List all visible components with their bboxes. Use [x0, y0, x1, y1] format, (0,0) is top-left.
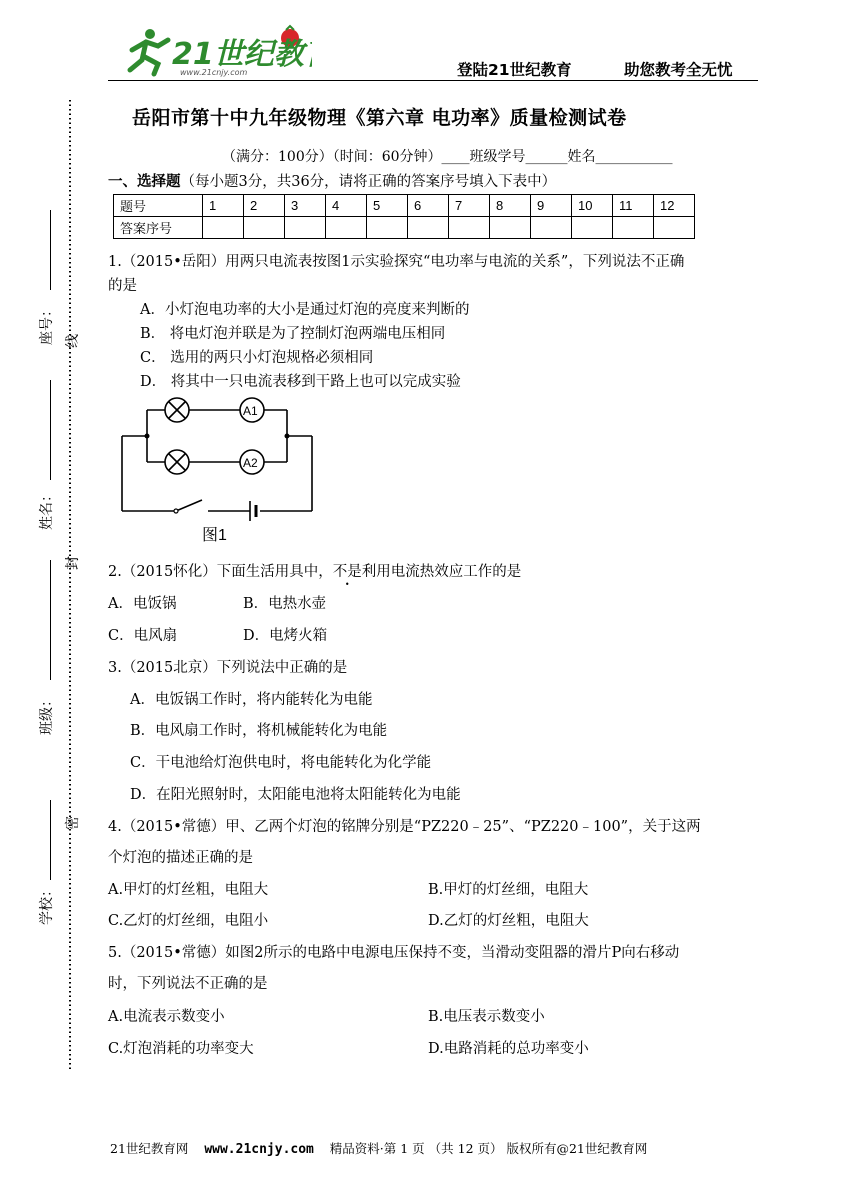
answer-cell[interactable] — [326, 217, 367, 239]
table-cell: 6 — [408, 195, 449, 217]
page-footer — [110, 1139, 647, 1157]
answer-cell[interactable] — [203, 217, 244, 239]
answer-cell[interactable] — [449, 217, 490, 239]
class-label: 班级： — [39, 693, 55, 735]
table-cell: 7 — [449, 195, 490, 217]
q1-option-d: D． 将其中一只电流表移到干路上也可以完成实验 — [140, 374, 461, 390]
table-cell: 2 — [244, 195, 285, 217]
site-logo[interactable] — [112, 20, 312, 80]
answer-cell[interactable] — [654, 217, 695, 239]
table-row — [114, 217, 695, 239]
footer-url-link[interactable]: www.21cnjy.com — [204, 1142, 314, 1157]
school-blank[interactable] — [50, 800, 51, 880]
ammeter-a1-label: A1 — [243, 404, 258, 418]
table-header-cell: 答案序号 — [114, 217, 203, 239]
q2-option-a: A．电饭锅 — [108, 596, 177, 612]
table-cell: 9 — [531, 195, 572, 217]
footer-page-info: 精品资料·第 1 页 （共 12 页） 版权所有@21世纪教育网 — [329, 1141, 648, 1156]
q2-stem — [108, 560, 521, 581]
q1-stem: 1.（2015•岳阳）用两只电流表按图1示实验探究“电功率与电流的关系”，下列说法不正确 — [108, 254, 685, 270]
table-cell: 11 — [613, 195, 654, 217]
q4-option-c: C.乙灯的灯丝细，电阻小 — [108, 913, 269, 929]
q5-option-a: A.电流表示数变小 — [108, 1009, 225, 1025]
margin-feng: 封 — [65, 556, 81, 570]
name-label: 姓名： — [39, 488, 55, 530]
section-title: 一、选择题 — [108, 174, 181, 190]
q3-option-d: D．在阳光照射时，太阳能电池将太阳能转化为电能 — [130, 787, 461, 803]
answer-cell[interactable] — [531, 217, 572, 239]
q2-option-d: D．电烤火箱 — [243, 628, 328, 644]
slogan-motto: 助您教考全无忧 — [624, 61, 733, 79]
q5-option-b: B.电压表示数变小 — [428, 1009, 545, 1025]
seat-label: 座号： — [39, 303, 55, 345]
margin-mi: 密 — [65, 816, 81, 830]
answer-cell[interactable] — [367, 217, 408, 239]
q2-stem-pre: 2.（2015怀化）下面生活用具中， — [108, 564, 333, 580]
margin-xian: 线 — [65, 334, 81, 348]
answer-table — [113, 194, 695, 239]
q2-option-b: B．电热水壶 — [243, 596, 327, 612]
q2-stem-emphasis: 不是 — [332, 564, 362, 580]
figure-1-caption: 图1 — [202, 527, 227, 544]
q3-option-b: B．电风扇工作时，将机械能转化为电能 — [130, 723, 388, 739]
answer-cell[interactable] — [572, 217, 613, 239]
binding-dotted-line — [60, 100, 80, 1070]
logo-url: www.21cnjy.com — [180, 68, 248, 77]
section-note: （每小题3分，共36分，请将正确的答案序号填入下表中） — [180, 174, 557, 190]
q1-option-c: C． 选用的两只小灯泡规格必须相同 — [140, 350, 374, 366]
q2-option-c: C．电风扇 — [108, 628, 178, 644]
table-header-cell: 题号 — [114, 195, 203, 217]
q1-option-a: A．小灯泡电功率的大小是通过灯泡的亮度来判断的 — [140, 302, 470, 318]
exam-info: （满分：100分）（时间：60分钟）____班级学号______姓名___________ — [222, 149, 673, 165]
answer-cell[interactable] — [490, 217, 531, 239]
q4-stem: 4.（2015•常德）甲、乙两个灯泡的铭牌分别是“PZ220﹣25”、“PZ220﹣100”，关于这两 — [108, 819, 701, 835]
q5-stem: 5.（2015•常德）如图2所示的电路中电源电压保持不变，当滑动变阻器的滑片P向右移动 — [108, 945, 680, 961]
table-cell: 5 — [367, 195, 408, 217]
name-blank[interactable] — [50, 380, 51, 480]
table-cell: 3 — [285, 195, 326, 217]
school-label: 学校： — [39, 883, 55, 925]
q5-stem-cont: 时，下列说法不正确的是 — [108, 976, 268, 992]
q3-option-a: A．电饭锅工作时，将内能转化为电能 — [130, 692, 373, 708]
table-cell: 10 — [572, 195, 613, 217]
header-divider — [108, 80, 758, 81]
answer-cell[interactable] — [244, 217, 285, 239]
q3-option-c: C．干电池给灯泡供电时，将电能转化为化学能 — [130, 755, 432, 771]
answer-cell[interactable] — [613, 217, 654, 239]
page-title: 岳阳市第十中九年级物理《第六章 电功率》质量检测试卷 — [132, 107, 627, 129]
table-cell: 12 — [654, 195, 695, 217]
logo-text: 21世纪教 — [172, 37, 304, 72]
answer-cell[interactable] — [408, 217, 449, 239]
q5-option-c: C.灯泡消耗的功率变大 — [108, 1041, 254, 1057]
table-cell: 8 — [490, 195, 531, 217]
q4-option-a: A.甲灯的灯丝粗，电阻大 — [108, 882, 269, 898]
q4-option-b: B.甲灯的灯丝细，电阻大 — [428, 882, 589, 898]
table-row — [114, 195, 695, 217]
table-cell: 1 — [203, 195, 244, 217]
slogan-login: 登陆21世纪教育 — [457, 61, 572, 79]
table-cell: 4 — [326, 195, 367, 217]
q4-option-d: D.乙灯的灯丝粗，电阻大 — [428, 913, 589, 929]
footer-site-name: 21世纪教育网 — [110, 1141, 189, 1156]
circuit-figure-1 — [110, 390, 330, 550]
q5-option-d: D.电路消耗的总功率变小 — [428, 1041, 589, 1057]
answer-cell[interactable] — [285, 217, 326, 239]
section-heading — [108, 170, 556, 191]
seat-blank[interactable] — [50, 210, 51, 290]
ammeter-a2-label: A2 — [243, 456, 258, 470]
q4-stem-cont: 个灯泡的描述正确的是 — [108, 850, 253, 866]
q3-stem: 3.（2015北京）下列说法中正确的是 — [108, 660, 348, 676]
q1-option-b: B． 将电灯泡并联是为了控制灯泡两端电压相同 — [140, 326, 446, 342]
q1-stem-cont: 的是 — [108, 278, 137, 294]
q2-stem-post: 利用电流热效应工作的是 — [361, 564, 522, 580]
class-blank[interactable] — [50, 560, 51, 680]
